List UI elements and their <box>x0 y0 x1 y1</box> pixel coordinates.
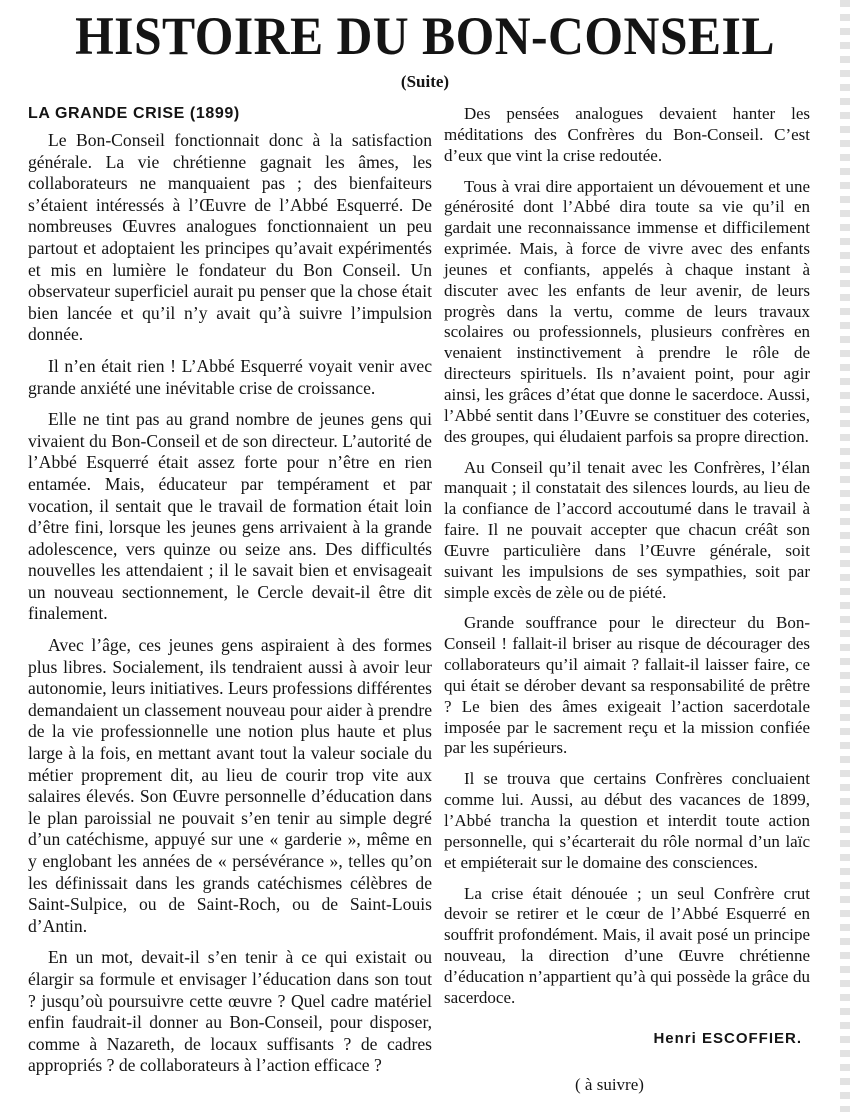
page-edge-border <box>840 0 850 1112</box>
paragraph: La crise était dénouée ; un seul Confrère crut devoir se retirer et le cœur de l’Abbé Esquerré en souffrit profondément. Mais, il avait posé un principe nouveau, la direction d’une Œuvre chrétienne d’éducation n’appartient qu’à qui possède la grâce du sacerdoce. <box>444 883 810 1007</box>
paragraph: Avec l’âge, ces jeunes gens aspiraient à des formes plus libres. Socialement, ils tendraient aussi à avoir leur autonomie, leurs initiatives. Leurs professions différentes demandaient un classement nouveau pour aider à prendre de la vie professionnelle une notion plus haute et plus large à la fois, en mettant avant tout la valeur sociale du métier proprement dit, au lieu de courir trop vite aux salaires élevés. Son Œuvre personnelle d’éducation dans le plan paroissial ne pouvait s’en tenir au simple degré d’un catéchisme, appuyé sur une « garderie », même en y englobant les années de « persévérance », telles qu’on les définissait dans les grands catéchismes célèbres de Saint-Sulpice, ou de Saint-Roch, ou de Saint-Louis d’Antin. <box>28 635 433 936</box>
paragraph: Elle ne tint pas au grand nombre de jeunes gens qui vivaient du Bon-Conseil et de son directeur. L’autorité de l’Abbé Esquerré était assez forte pour n’être en rien entamée. Mais, éducateur par tempérament et par vocation, il sentait que le travail de formation était loin d’être fini, lorsque les jeunes gens arrivaient à la grande adolescence, vers quinze ou seize ans. Des difficultés nouvelles les attendaient ; il le savait bien et envisageait un nouveau sectionnement, le Cercle devait-il être dit finalement. <box>28 409 432 624</box>
paragraph: Il se trouva que certains Confrères concluaient comme lui. Aussi, au début des vacances de 1899, l’Abbé trancha la question et interdit toute action personnelle, qui s’écarterait du rôle normal d’un laïc et empiéterait sur le domaine des consciences. <box>444 769 810 872</box>
author-signature: Henri ESCOFFIER. <box>653 1030 802 1047</box>
paragraph: Tous à vrai dire apportaient un dévouement et une générosité dont l’Abbé dira toute sa vie qu’il en gardait une reconnaissance immense et difficilement exprimée. Mais, à force de vivre avec des enfants jeunes et confiants, appelés à chaque instant à discuter avec les enfants de leur avenir, de leurs progrès dans la vertu, comme de leurs travaux scolaires ou professionnels, plusieurs confrères en venaient instinctivement à prendre le rôle de directeurs spirituels. Ils n’avaient point, pour agir ainsi, les grâces d’état que donne le sacerdoce. Aussi, l’Abbé sentit dans l’Œuvre se constituer des coteries, des groupes, qui éludaient parfois sa propre direction. <box>444 176 810 446</box>
section-heading: LA GRANDE CRISE (1899) <box>28 105 240 122</box>
article-subtitle: (Suite) <box>400 72 450 91</box>
paragraph: Au Conseil qu’il tenait avec les Confrères, l’élan manquait ; il constatait des silences lourds, au lieu de la confiance de l’accord accoutumé dans le travail à faire. Il ne pouvait accepter que chacun créât son Œuvre particulière dans l’Œuvre générale, soit suivant les impulsions de ses sympathies, soit par simple excès de zèle ou de piété. <box>444 457 810 602</box>
continued-note: ( à suivre) <box>575 1075 644 1094</box>
article-title: HISTOIRE DU BON-CONSEIL <box>75 6 775 66</box>
paragraph: Il n’en était rien ! L’Abbé Esquerré voyait venir avec grande anxiété une inévitable crise de croissance. <box>28 355 432 398</box>
left-column <box>28 104 432 1087</box>
paragraph: Des pensées analogues devaient hanter les méditations des Confrères du Bon-Conseil. C’est d’eux que vint la crise redoutée. <box>444 104 810 165</box>
paragraph: Le Bon-Conseil fonctionnait donc à la satisfaction générale. La vie chrétienne gagnait les âmes, les collaborateurs ne manquaient pas ; des bienfaiteurs s’étaient intéressés à l’Œuvre de l’Abbé Esquerré. De nombreuses Œuvres analogues fonctionnaient un peu partout et adoptaient les principes qu’avait expérimentés et mis en lumière le fondateur du Bon Conseil. Un observateur superficiel aurait pu penser que la chose était bien lancée et qu’il n’y avait qu’à suivre l’impulsion donnée. <box>28 130 432 345</box>
right-column <box>444 104 810 1019</box>
paragraph: Grande souffrance pour le directeur du Bon-Conseil ! fallait-il briser au risque de décourager des collaborateurs qu’il aimait ? fallait-il laisser faire, ce qui était se dérober devant sa responsabilité de prêtre ? Le bien des âmes exigeait l’action sacerdotale imposée par le sacrement reçu et la mission confiée par les supérieurs. <box>444 613 810 758</box>
paragraph: En un mot, devait-il s’en tenir à ce qui existait ou élargir sa formule et envisager l’éducation dans son tout ? jusqu’où poursuivre cette œuvre ? Quel cadre matériel enfin faudrait-il donner au Bon-Conseil, pour disposer, comme à Nazareth, de locaux suffisants ? de cadres appropriés ? de collaborateurs à l’action efficace ? <box>28 947 432 1076</box>
